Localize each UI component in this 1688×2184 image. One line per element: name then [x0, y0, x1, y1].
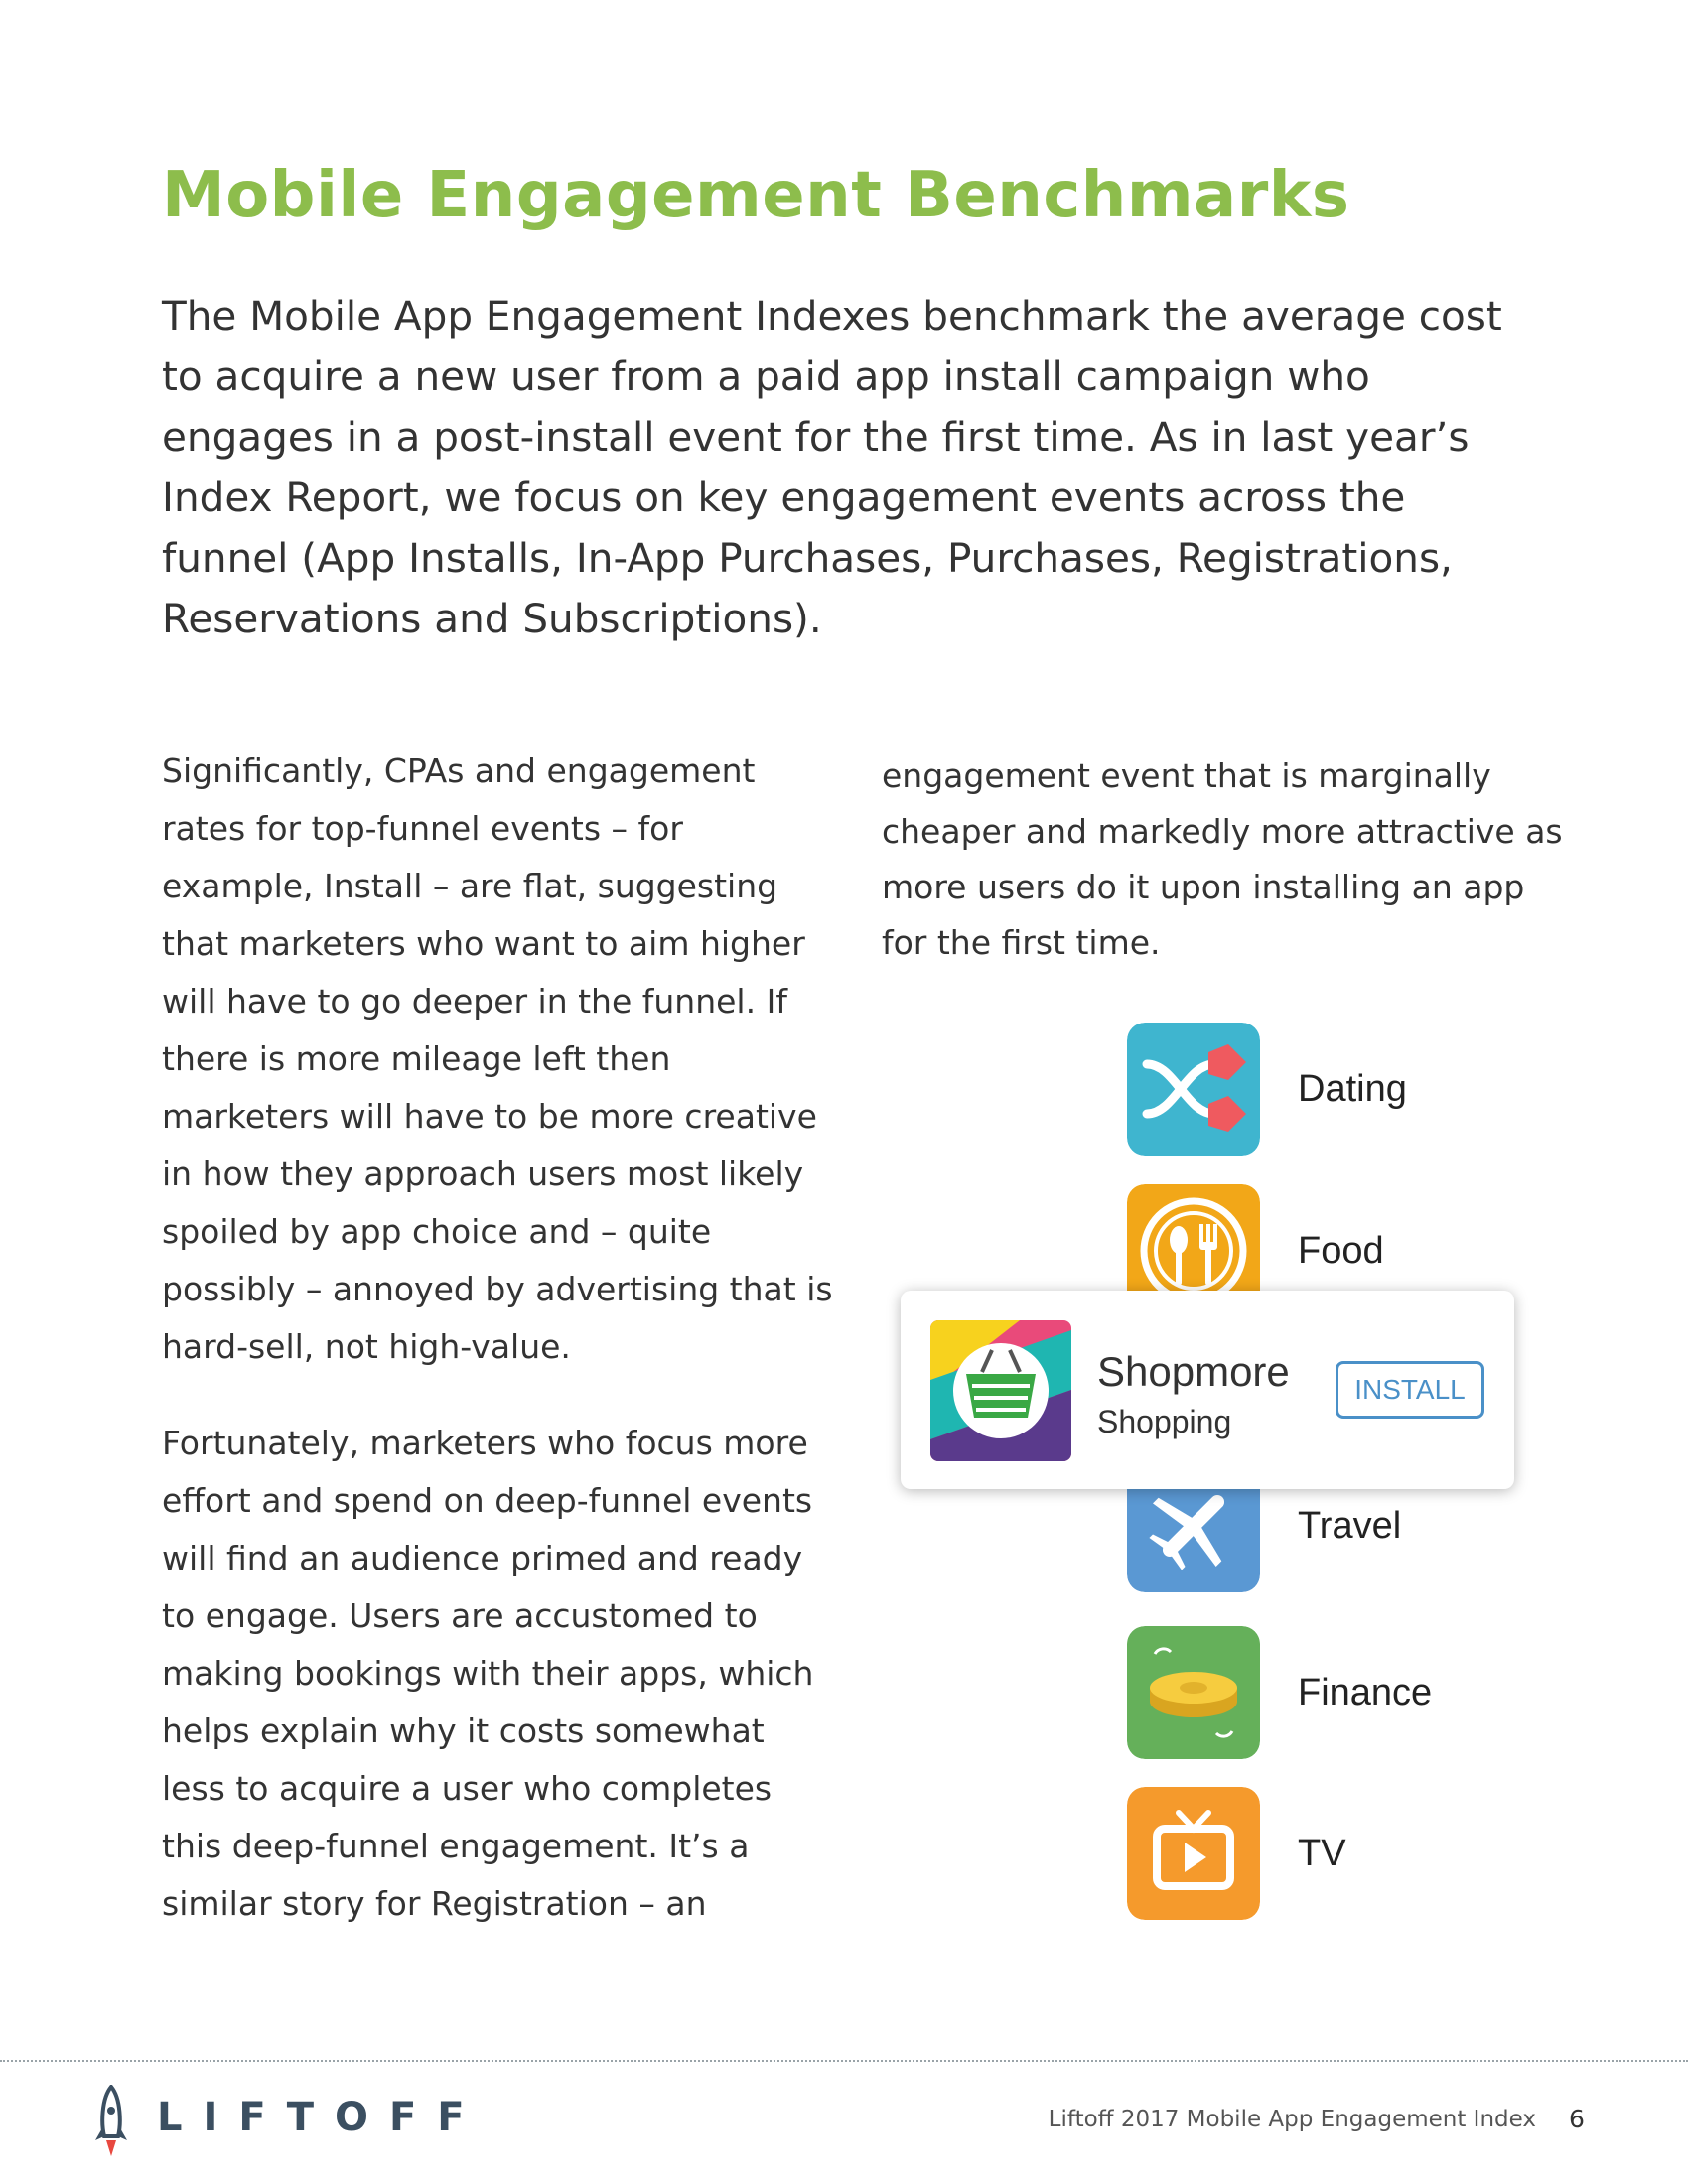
- category-label: Food: [1298, 1230, 1384, 1272]
- left-paragraph-2: Fortunately, marketers who focus more effort and spend on deep-funnel events will find an audience primed and ready to engage. Users are accustomed to making bookings with their apps, which helps explain why it costs somewhat less to acquire a user who completes this deep-funnel engagement. It’s a similar story for Registration – an: [162, 1424, 814, 1923]
- tv-icon: [1127, 1787, 1260, 1920]
- app-install-card[interactable]: [901, 1291, 1514, 1489]
- right-paragraph: engagement event that is marginally cheaper and markedly more attractive as more users do it upon installing an app for the first time.: [882, 756, 1563, 962]
- finance-icon: [1127, 1626, 1260, 1759]
- category-dating: [1127, 1023, 1623, 1156]
- intro-paragraph: The Mobile App Engagement Indexes benchmark the average cost to acquire a new user from a paid app install campaign who engages in a post-install event for the first time. As in last year’s Index Report, we focus on key engagement events across the funnel (App Installs, In-App Purchases, Purchases, Registrations, Reservations and Subscriptions).: [162, 292, 1502, 642]
- rocket-icon: [91, 2085, 131, 2158]
- category-label: Finance: [1298, 1672, 1433, 1713]
- category-tv: [1127, 1787, 1623, 1920]
- category-label: TV: [1298, 1833, 1346, 1874]
- install-button[interactable]: INSTALL: [1336, 1361, 1484, 1419]
- shopping-basket-icon: [930, 1320, 1071, 1461]
- dating-icon: [1127, 1023, 1260, 1156]
- page-title: Mobile Engagement Benchmarks: [162, 159, 1350, 232]
- category-finance: [1127, 1626, 1623, 1759]
- category-label: Dating: [1298, 1068, 1407, 1110]
- footer-divider: [0, 2060, 1688, 2062]
- brand-logo-text: LIFTOFF: [157, 2095, 486, 2140]
- report-title: Liftoff 2017 Mobile App Engagement Index: [1048, 2107, 1536, 2132]
- category-label: Travel: [1298, 1505, 1402, 1547]
- app-name: Shopmore: [1097, 1348, 1290, 1395]
- page-number: 6: [1569, 2105, 1585, 2133]
- right-column: [882, 749, 1567, 971]
- app-category: Shopping: [1097, 1404, 1232, 1439]
- left-column: [162, 743, 837, 1933]
- left-paragraph-1: Significantly, CPAs and engagement rates for top-funnel events – for example, Install – are flat, suggesting that marketers who want to aim higher will have to go deeper in the funnel. If there is more mileage left then marketers will have to be more creative in how they approach users most likely spoiled by app choice and – quite possibly – annoyed by advertising that is hard-sell, not high-value.: [162, 751, 833, 1366]
